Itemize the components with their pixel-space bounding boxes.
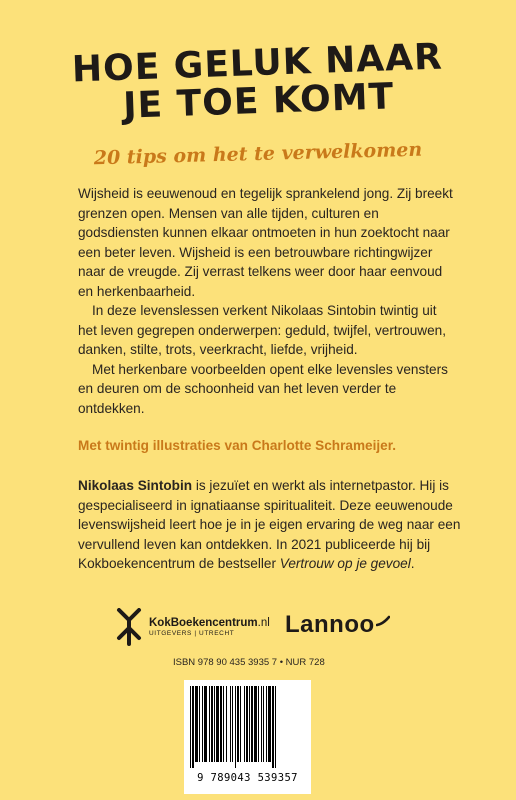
barcode-bar bbox=[204, 686, 207, 762]
barcode-bar bbox=[192, 686, 194, 768]
barcode-bar bbox=[226, 686, 227, 762]
kokboekencentrum-mark-icon bbox=[115, 608, 143, 646]
barcode-bar bbox=[216, 686, 219, 762]
lannoo-swoosh-icon bbox=[376, 614, 390, 628]
title-line-1: HOE GELUK NAAR bbox=[71, 36, 444, 91]
intro-paragraph-3: Met herkenbare voorbeelden opent elke levensles vensters en deuren om de schoonheid van het leven verder te ontdekken. bbox=[78, 361, 448, 416]
author-name: Nikolaas Sintobin bbox=[78, 478, 193, 493]
barcode-bar bbox=[235, 686, 236, 768]
barcode-bar bbox=[258, 686, 259, 762]
barcode-bar bbox=[251, 686, 253, 762]
kokboekencentrum-logo bbox=[115, 607, 270, 647]
barcode-bar bbox=[230, 686, 231, 762]
barcode-bar bbox=[240, 686, 241, 762]
barcode-bar bbox=[272, 686, 274, 768]
lannoo-logo bbox=[285, 611, 390, 639]
intro-paragraph-1: Wijsheid is eeuwenoud en tegelijk sprankelend jong. Zij breekt grenzen open. Mensen van alle tijden, culturen en godsdiensten kunnen elkaar ontmoeten in hun zoektocht naar een beter leven. Wijsheid is een betrouwbare richtingwijzer naar de vreugde. Zij verrast telkens weer door haar eenvoud en herkenbaarheid. bbox=[78, 186, 453, 299]
barcode-bar bbox=[195, 686, 198, 762]
barcode-bar bbox=[261, 686, 262, 762]
barcode-bar bbox=[199, 686, 200, 762]
barcode-digits: 9 789043 539357 bbox=[197, 772, 298, 784]
barcode-bar bbox=[202, 686, 203, 762]
lannoo-name: Lannoo bbox=[285, 611, 375, 638]
barcode-bar bbox=[214, 686, 215, 762]
barcode-bar bbox=[249, 686, 250, 762]
barcode-bar bbox=[232, 686, 233, 762]
intro-text bbox=[78, 184, 458, 418]
illustrations-credit: Met twintig illustraties van Charlotte Schrameijer. bbox=[78, 438, 397, 453]
author-bio-end: . bbox=[410, 556, 415, 571]
barcode-bar bbox=[209, 686, 210, 762]
book-subtitle: 20 tips om het te verwelkomen bbox=[93, 138, 423, 170]
barcode-bar bbox=[237, 686, 239, 762]
author-bio-text: is jezuïet en werkt als internetpastor. Hij is gespecialiseerd in ignatiaanse spiritualiteit. Deze eeuwenoude levenswijsheid leert hoe je in je eigen ervaring de weg naar een vervullend leven kan ontdekken. In 2021 publiceerde hij bij Kokboekencentrum de bestseller bbox=[78, 478, 461, 571]
barcode-bar bbox=[268, 686, 271, 762]
publisher-name: KokBoekencentrum bbox=[149, 617, 258, 629]
book-title bbox=[0, 36, 516, 130]
isbn-text: ISBN 978 90 435 3935 7 • NUR 728 bbox=[173, 657, 325, 668]
barcode-bar bbox=[244, 686, 245, 762]
barcode-bar bbox=[254, 686, 257, 762]
barcode-bar bbox=[223, 686, 224, 762]
title-line-2: JE TOE KOMT bbox=[122, 76, 395, 127]
barcode-bars bbox=[190, 686, 305, 768]
barcode-bar bbox=[263, 686, 264, 762]
barcode-bar bbox=[246, 686, 248, 762]
author-bio bbox=[78, 476, 468, 574]
intro-paragraph-2: In deze levenslessen verkent Nikolaas Sintobin twintig uit het leven gegrepen onderwerpen: geduld, twijfel, vertrouwen, danken, stilte, trots, veerkracht, liefde, vrijheid. bbox=[78, 303, 447, 357]
publisher-suffix: .nl bbox=[257, 617, 270, 629]
barcode-bar bbox=[220, 686, 222, 762]
barcode-bar bbox=[266, 686, 267, 762]
barcode-bar bbox=[190, 686, 191, 768]
publisher-subline: UITGEVERS | UTRECHT bbox=[149, 630, 235, 637]
author-book-title: Vertrouw op je gevoel bbox=[279, 556, 411, 571]
barcode-bar bbox=[211, 686, 213, 762]
barcode-bar bbox=[275, 686, 276, 768]
barcode bbox=[184, 680, 311, 794]
